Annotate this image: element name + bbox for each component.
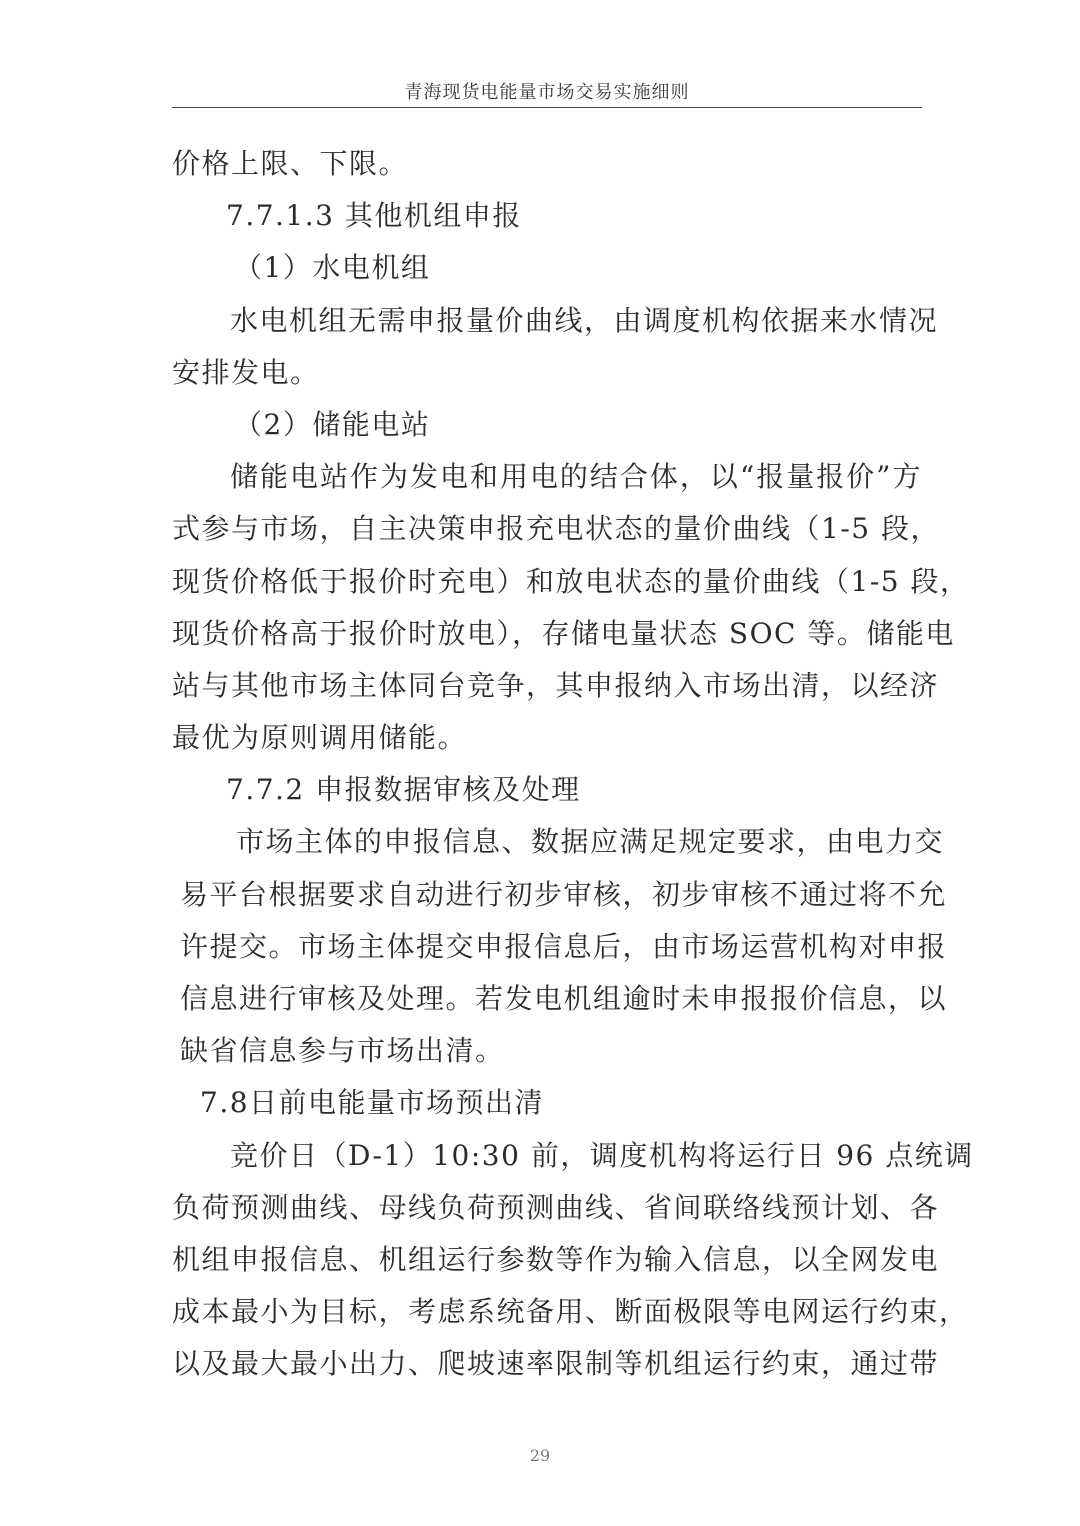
text-line: 最优为原则调用储能。 xyxy=(172,721,468,755)
text-line: 竞价日（D-1）10:30 前，调度机构将运行日 96 点统调 xyxy=(230,1138,974,1172)
body-text xyxy=(172,138,974,1391)
header-divider xyxy=(172,107,922,108)
text-line: 式参与市场，自主决策申报充电状态的量价曲线（1-5 段， xyxy=(172,512,940,546)
text-line: 现货价格高于报价时放电），存储电量状态 SOC 等。储能电 xyxy=(172,616,955,650)
text-line: 易平台根据要求自动进行初步审核，初步审核不通过将不允 xyxy=(180,877,948,911)
text-line: 储能电站作为发电和用电的结合体，以“报量报价”方 xyxy=(230,460,922,494)
page-number: 29 xyxy=(529,1446,551,1465)
text-line: 缺省信息参与市场出清。 xyxy=(180,1034,505,1068)
text-line: 机组申报信息、机组运行参数等作为输入信息，以全网发电 xyxy=(172,1242,940,1276)
text-line: 信息进行审核及处理。若发电机组逾时未申报报价信息，以 xyxy=(180,982,948,1015)
section-heading: 7.7.2 申报数据审核及处理 xyxy=(226,773,581,807)
text-line: 成本最小为目标，考虑系统备用、断面极限等电网运行约束， xyxy=(172,1295,969,1329)
subsection-heading: （2）储能电站 xyxy=(234,407,431,441)
text-line: 许提交。市场主体提交申报信息后，由市场运营机构对申报 xyxy=(180,929,948,963)
text-line: 水电机组无需申报量价曲线，由调度机构依据来水情况 xyxy=(230,303,939,337)
text-line: 站与其他市场主体同台竞争，其申报纳入市场出清，以经济 xyxy=(172,668,940,702)
section-heading: 7.7.1.3 其他机组申报 xyxy=(226,199,522,233)
text-line: 负荷预测曲线、母线负荷预测曲线、省间联络线预计划、各 xyxy=(172,1190,940,1224)
subsection-heading: （1）水电机组 xyxy=(234,251,431,285)
text-line: 市场主体的申报信息、数据应满足规定要求，由电力交 xyxy=(236,825,945,859)
text-line: 现货价格低于报价时充电）和放电状态的量价曲线（1-5 段， xyxy=(172,564,970,598)
running-header: 青海现货电能量市场交易实施细则 xyxy=(404,82,690,103)
text-line: 安排发电。 xyxy=(172,355,320,389)
text-line: 以及最大最小出力、爬坡速率限制等机组运行约束，通过带 xyxy=(172,1347,940,1381)
section-heading: 7.8日前电能量市场预出清 xyxy=(200,1086,545,1120)
text-line: 价格上限、下限。 xyxy=(172,147,409,180)
